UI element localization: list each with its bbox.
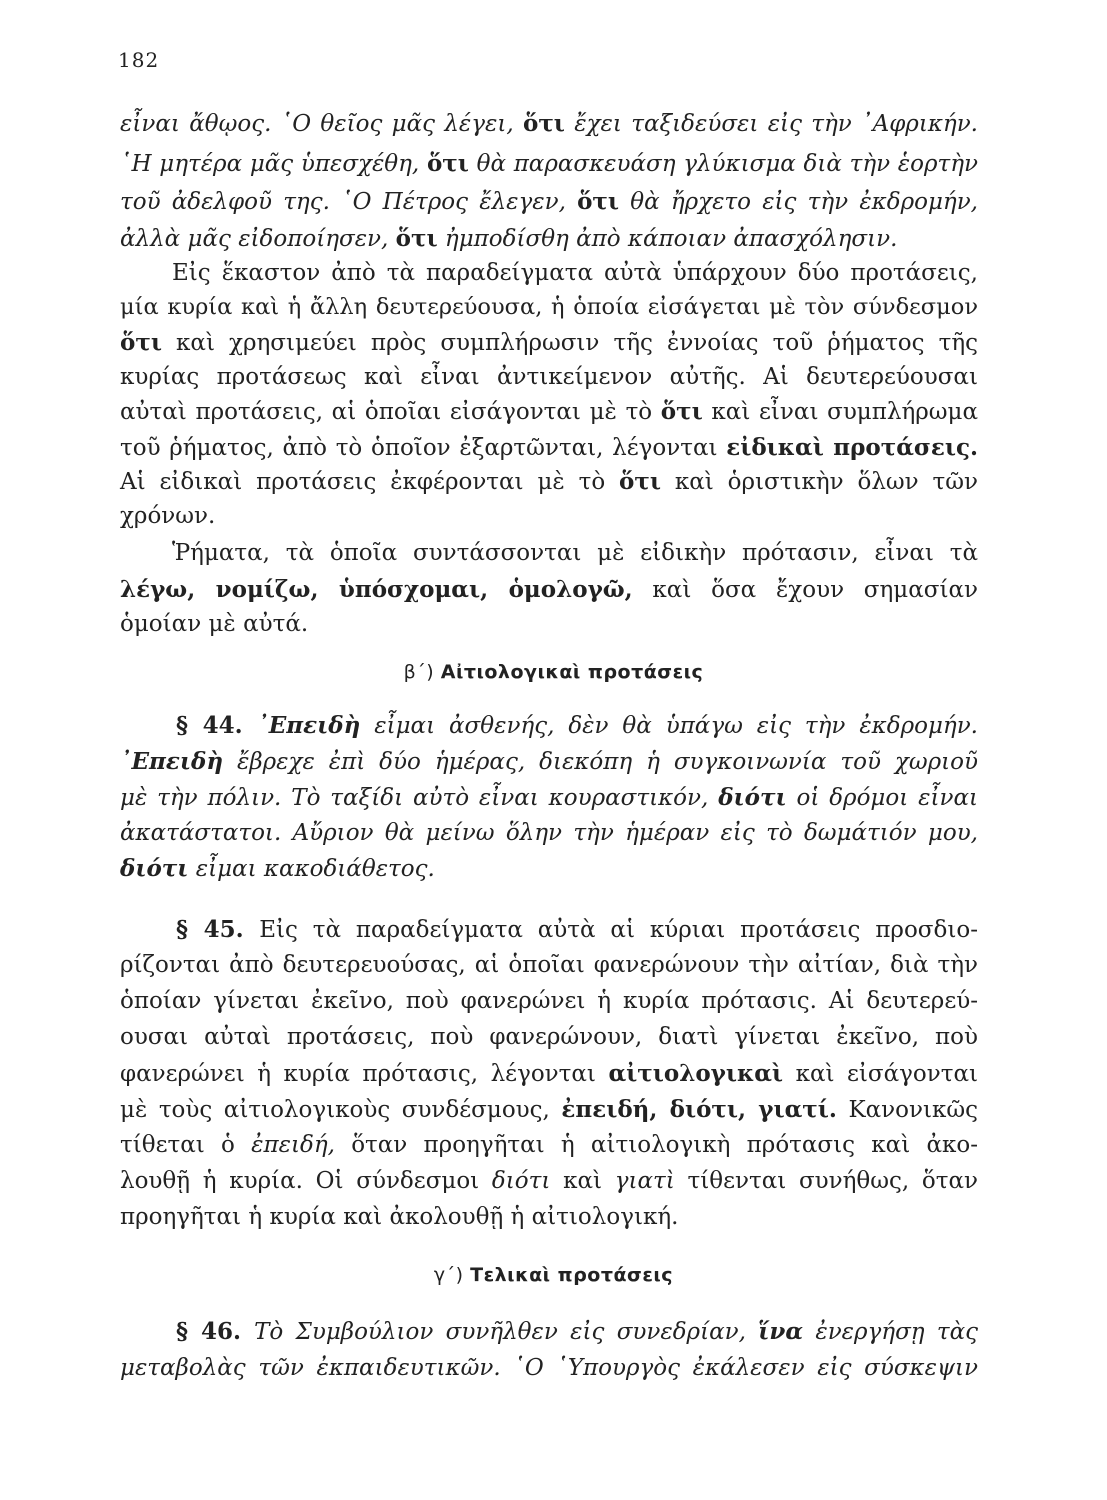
text-line: ὁμοίαν μὲ αὐτά. [120,611,309,637]
text-line: μὲ τὴν πόλιν. Τὸ ταξίδι αὐτὸ εἶναι κουραστικόν, διότι οἱ δρόμοι εἶναι [120,784,978,811]
text-line: λουθῇ ἡ κυρία. Οἱ σύνδεσμοι διότι καὶ γιατὶ τίθενται συνήθως, ὅταν [120,1168,978,1194]
text-line: εἶναι ἄθῳος. ῾Ο θεῖος μᾶς λέγει, ὅτι ἔχει ταξιδεύσει εἰς τὴν ᾿Αφρικήν. [120,110,978,137]
text-line: § 44. ᾿Επειδὴ εἶμαι ἀσθενής, δὲν θὰ ὑπάγω εἰς τὴν ἐκδρομήν. [176,712,978,739]
text-line: μεταβολὰς τῶν ἐκπαιδευτικῶν. ῾Ο ῾Υπουργὸς ἐκάλεσεν εἰς σύσκεψιν [120,1355,978,1381]
text-line: Εἰς ἕκαστον ἀπὸ τὰ παραδείγματα αὐτὰ ὑπάρχουν δύο προτάσεις, [172,260,978,286]
text-line: ὅτι καὶ χρησιμεύει πρὸς συμπλήρωσιν τῆς ἐννοίας τοῦ ῥήματος τῆς [120,329,978,356]
text-line: § 45. Εἰς τὰ παραδείγματα αὐτὰ αἱ κύριαι προτάσεις προσδιο- [176,916,978,943]
text-line: διότι εἶμαι κακοδιάθετος. [120,855,435,882]
text-line: ρίζονται ἀπὸ δευτερευούσας, αἱ ὁποῖαι φανερώνουν τὴν αἰτίαν, διὰ τὴν [120,952,978,978]
text-line: προηγῆται ἡ κυρία καὶ ἀκολουθῇ ἡ αἰτιολογική. [120,1204,679,1230]
section-heading: β΄) Αἰτιολογικαὶ προτάσεις [403,661,704,683]
text-line: κυρίας προτάσεως καὶ εἶναι ἀντικείμενον αὐτῆς. Αἱ δευτερεύουσαι [120,364,978,390]
text-line: ὁποίαν γίνεται ἐκεῖνο, ποὺ φανερώνει ἡ κυρία πρότασις. Αἱ δευτερεύ- [120,988,978,1014]
text-line: Αἱ εἰδικαὶ προτάσεις ἐκφέρονται μὲ τὸ ὅτι καὶ ὁριστικὴν ὅλων τῶν [120,468,978,495]
text-line: χρόνων. [120,503,216,529]
text-line: ᾿Επειδὴ ἔβρεχε ἐπὶ δύο ἡμέρας, διεκόπη ἡ συγκοινωνία τοῦ χωριοῦ [120,748,978,775]
text-line: τίθεται ὁ ἐπειδή, ὅταν προηγῆται ἡ αἰτιολογικὴ πρότασις καὶ ἀκο- [120,1132,979,1158]
text-line: λέγω, νομίζω, ὑπόσχομαι, ὁμολογῶ, καὶ ὅσα ἔχουν σημασίαν [120,576,978,603]
text-line: § 46. Τὸ Συμβούλιον συνῆλθεν εἰς συνεδρίαν, ἵνα ἐνεργήσῃ τὰς [176,1318,979,1345]
text-line: τοῦ ἀδελφοῦ της. ῾Ο Πέτρος ἔλεγεν, ὅτι θὰ ἤρχετο εἰς τὴν ἐκδρομήν, [120,188,978,215]
text-line: ῾Η μητέρα μᾶς ὑπεσχέθη, ὅτι θὰ παρασκευάση γλύκισμα διὰ τὴν ἑορτὴν [120,150,978,177]
text-line: τοῦ ῥήματος, ἀπὸ τὸ ὁποῖον ἐξαρτῶνται, λέγονται εἰδικαὶ προτάσεις. [120,434,978,461]
text-line: ἀλλὰ μᾶς εἰδοποίησεν, ὅτι ἠμποδίσθη ἀπὸ κάποιαν ἀπασχόλησιν. [120,225,898,252]
text-line: φανερώνει ἡ κυρία πρότασις, λέγονται αἰτιολογικαὶ καὶ εἰσάγονται [120,1060,979,1087]
page-number: 182 [118,48,160,72]
text-line: ἀκατάστατοι. Αὔριον θὰ μείνω ὅλην τὴν ἡμέραν εἰς τὸ δωμάτιόν μου, [120,820,978,846]
text-line: ουσαι αὐταὶ προτάσεις, ποὺ φανερώνουν, διατὶ γίνεται ἐκεῖνο, ποὺ [120,1024,978,1050]
text-line: μὲ τοὺς αἰτιολογικοὺς συνδέσμους, ἐπειδή, διότι, γιατί. Κανονικῶς [120,1096,978,1123]
text-line: μία κυρία καὶ ἡ ἄλλη δευτερεύουσα, ἡ ὁποία εἰσάγεται μὲ τὸν σύνδεσμον [120,294,978,320]
text-line: αὐταὶ προτάσεις, αἱ ὁποῖαι εἰσάγονται μὲ τὸ ὅτι καὶ εἶναι συμπλήρωμα [120,398,978,425]
text-line: Ῥήματα, τὰ ὁποῖα συντάσσονται μὲ εἰδικὴν πρότασιν, εἶναι τὰ [172,540,978,566]
section-heading: γ΄) Τελικαὶ προτάσεις [433,1264,674,1286]
